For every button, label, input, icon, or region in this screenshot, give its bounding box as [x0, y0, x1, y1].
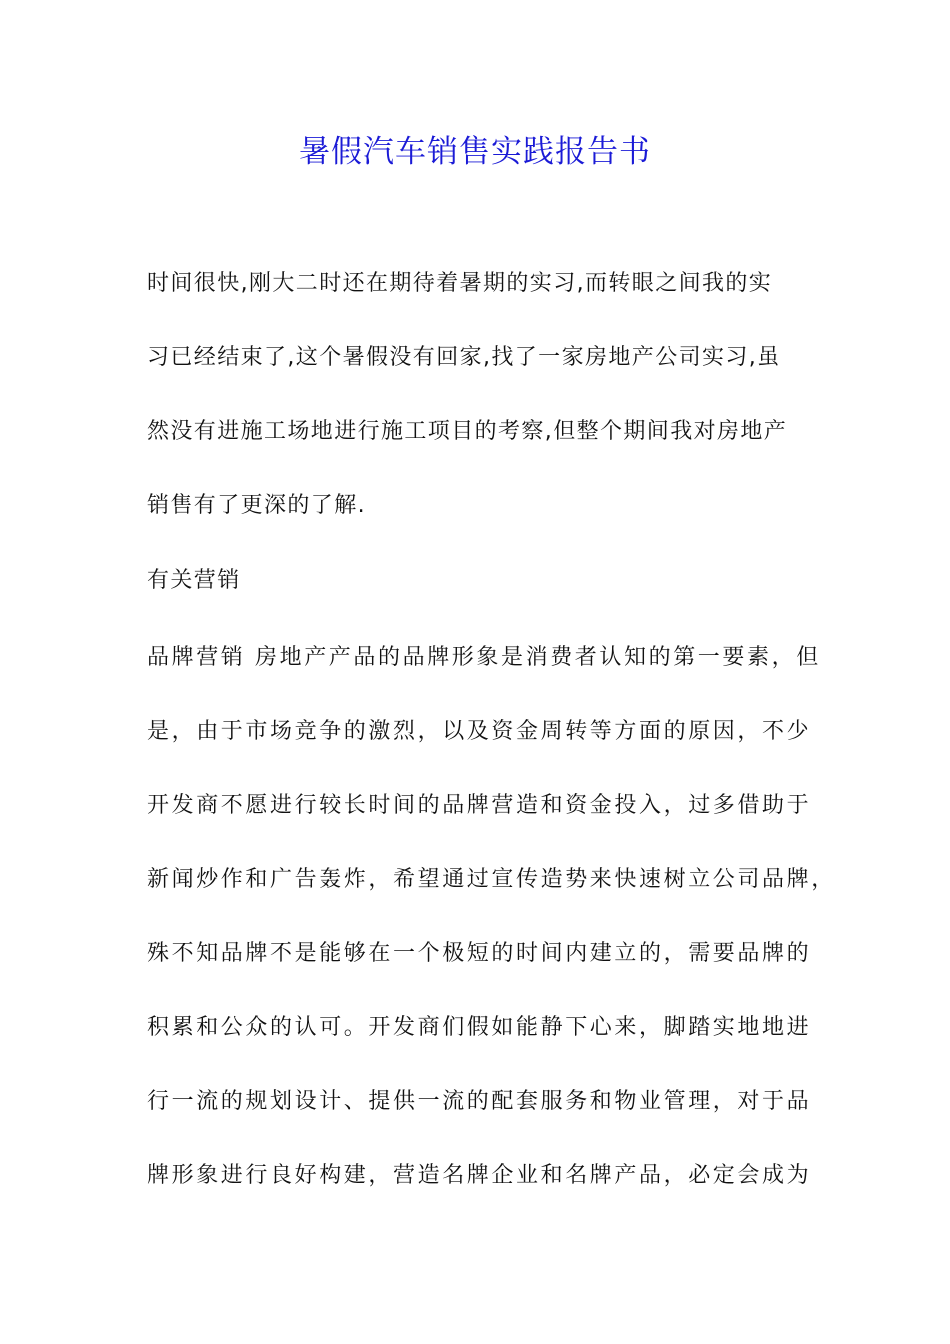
- section-heading: 有关营销: [147, 568, 241, 593]
- paragraph-line: 新闻炒作和广告轰炸，希望通过宣传造势来快速树立公司品牌，: [147, 867, 836, 892]
- paragraph-line: 积累和公众的认可。开发商们假如能静下心来，脚踏实地地进: [147, 1015, 812, 1040]
- document-title: 暑假汽车销售实践报告书: [299, 134, 651, 170]
- paragraph-line: 品牌营销 房地产产品的品牌形象是消费者认知的第一要素，但: [147, 645, 821, 670]
- paragraph-line: 行一流的规划设计、提供一流的配套服务和物业管理，对于品: [147, 1089, 812, 1114]
- paragraph-line: 然没有进施工场地进行施工项目的考察,但整个期间我对房地产: [147, 419, 788, 444]
- paragraph-line: 牌形象进行良好构建，营造名牌企业和名牌产品，必定会成为: [147, 1163, 812, 1188]
- paragraph-line: 开发商不愿进行较长时间的品牌营造和资金投入，过多借助于: [147, 793, 812, 818]
- paragraph-line: 习已经结束了,这个暑假没有回家,找了一家房地产公司实习,虽: [147, 345, 781, 370]
- paragraph-line: 销售有了更深的了解.: [147, 493, 366, 518]
- paragraph-line: 是，由于市场竞争的激烈，以及资金周转等方面的原因，不少: [147, 719, 812, 744]
- paragraph-line: 殊不知品牌不是能够在一个极短的时间内建立的，需要品牌的: [147, 941, 812, 966]
- paragraph-line: 时间很快,刚大二时还在期待着暑期的实习,而转眼之间我的实: [147, 271, 773, 296]
